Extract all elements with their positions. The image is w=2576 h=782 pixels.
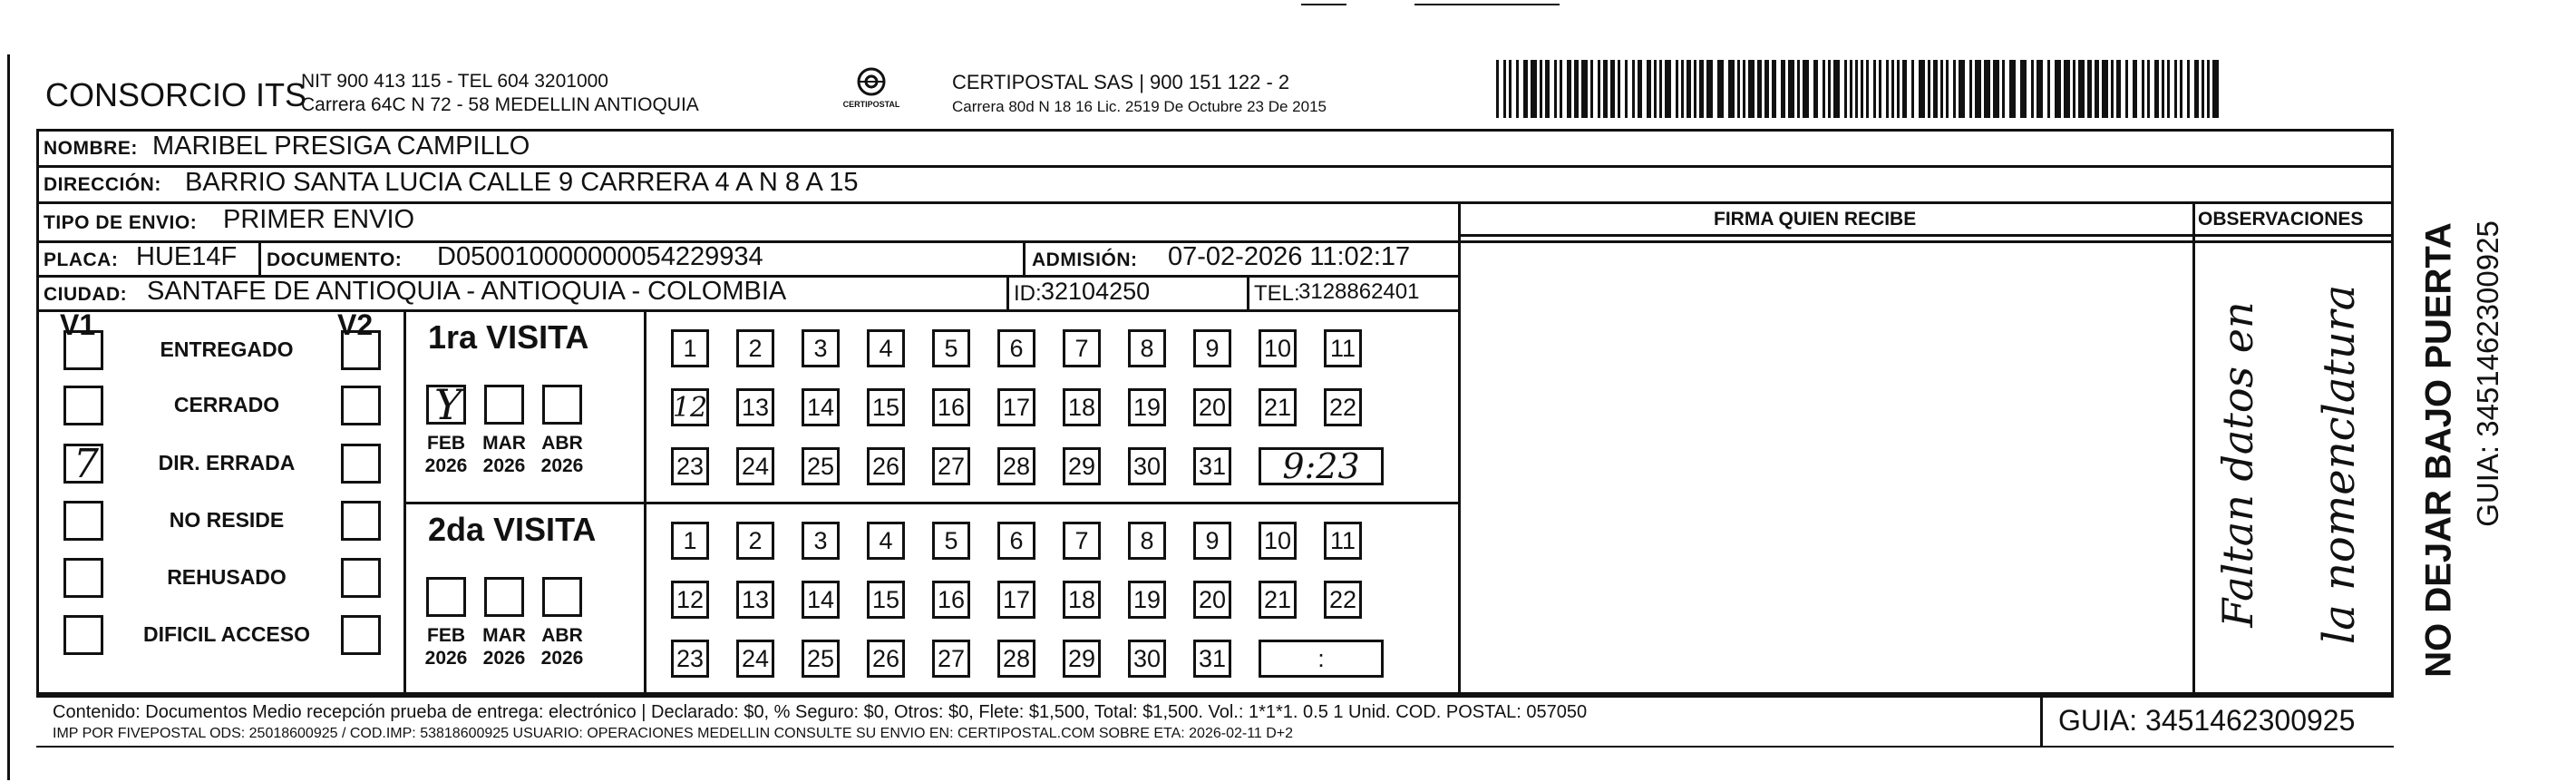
status-label: CERRADO (173, 393, 280, 416)
footer-guia: GUIA: 3451462300925 (2058, 704, 2356, 737)
day-cell[interactable]: 17 (997, 581, 1035, 619)
nombre-value: MARIBEL PRESIGA CAMPILLO (152, 132, 530, 161)
observaciones-handwritten-line1: Faltan datos en (2213, 301, 2262, 628)
day-cell[interactable]: 15 (867, 581, 905, 619)
day-cell[interactable]: 27 (932, 447, 970, 485)
footer-imp: IMP POR FIVEPOSTAL ODS: 25018600925 / COD.IMP: 53818600925 USUARIO: OPERACIONES MEDELLIN CONSULTE SU ENVIO EN: CERTIPOSTAL.COM SOBRE ETA: 2026-02-11 D+2 (53, 726, 1294, 741)
day-cell[interactable]: 21 (1259, 388, 1297, 426)
day-cell[interactable]: 26 (867, 640, 905, 678)
day-cell[interactable]: 27 (932, 640, 970, 678)
day-cell[interactable]: 20 (1193, 388, 1231, 426)
month-year: 2026 (424, 455, 468, 476)
day-cell[interactable]: 10 (1259, 329, 1297, 367)
day-cell[interactable]: 29 (1063, 447, 1101, 485)
day-cell[interactable]: 3 (802, 522, 840, 560)
documento-value: D050010000000054229934 (437, 242, 763, 271)
day-cell[interactable]: 13 (736, 581, 774, 619)
day-cell[interactable]: 4 (867, 329, 905, 367)
day-cell[interactable]: 14 (802, 388, 840, 426)
month-checkbox-mar[interactable] (484, 385, 524, 425)
company-info-line1: NIT 900 413 115 - TEL 604 3201000 (301, 71, 608, 92)
day-cell[interactable]: 5 (932, 522, 970, 560)
day-cell[interactable]: 7 (1063, 522, 1101, 560)
day-cell[interactable]: 11 (1324, 329, 1362, 367)
month-checkbox-abr[interactable] (542, 577, 582, 617)
day-cell[interactable]: 26 (867, 447, 905, 485)
v1-checkbox[interactable]: 7 (63, 444, 103, 484)
certipostal-logo (839, 64, 904, 118)
v1-label: V1 (60, 308, 96, 341)
v2-checkbox[interactable] (341, 386, 381, 425)
day-cell[interactable]: 4 (867, 522, 905, 560)
day-cell[interactable]: 30 (1128, 640, 1166, 678)
observaciones-handwritten-line2: la nomenclatura (2314, 284, 2365, 645)
day-cell[interactable]: 29 (1063, 640, 1101, 678)
no-dejar-bajo-puerta: NO DEJAR BAJO PUERTA (2418, 222, 2459, 678)
tel-value: 3128862401 (1298, 279, 1420, 304)
visit-title: 2da VISITA (428, 511, 597, 548)
day-cell[interactable]: 10 (1259, 522, 1297, 560)
footer-contenido: Contenido: Documentos Medio recepción prueba de entrega: electrónico | Declarado: $0, % Seguro: $0, Otros: $0, Flete: $1,500, Total: $1,500. Vol.: 1*1*1. 0.5 1 Unid. COD. POSTAL: 057050 (53, 702, 1588, 722)
direccion-value: BARRIO SANTA LUCIA CALLE 9 CARRERA 4 A N 8 A 15 (185, 168, 859, 197)
day-cell[interactable]: 1 (671, 329, 709, 367)
v1-checkbox[interactable] (63, 615, 103, 655)
carrier-line2: Carrera 80d N 18 16 Lic. 2519 De Octubre 23 De 2015 (952, 98, 1327, 115)
day-cell[interactable]: 21 (1259, 581, 1297, 619)
month-year: 2026 (540, 648, 584, 669)
barcode (1496, 60, 2221, 118)
status-label: ENTREGADO (160, 337, 294, 361)
day-cell[interactable]: 19 (1128, 388, 1166, 426)
month-checkbox-abr[interactable] (542, 385, 582, 425)
v2-checkbox[interactable] (341, 501, 381, 541)
day-cell[interactable]: 3 (802, 329, 840, 367)
v2-checkbox[interactable] (341, 558, 381, 598)
day-cell[interactable]: 17 (997, 388, 1035, 426)
day-cell[interactable]: 1 (671, 522, 709, 560)
v1-checkbox[interactable] (63, 501, 103, 541)
day-cell[interactable]: 25 (802, 447, 840, 485)
v1-checkbox[interactable] (63, 558, 103, 598)
month-label: FEB (427, 433, 465, 454)
day-cell[interactable]: 18 (1063, 581, 1101, 619)
v2-checkbox[interactable] (341, 330, 381, 370)
day-cell[interactable]: 20 (1193, 581, 1231, 619)
day-cell[interactable]: 23 (671, 640, 709, 678)
ciudad-value: SANTAFE DE ANTIOQUIA - ANTIOQUIA - COLOMBIA (147, 277, 787, 306)
month-label: MAR (482, 625, 526, 646)
time-field[interactable]: : (1259, 640, 1384, 678)
day-cell[interactable]: 15 (867, 388, 905, 426)
month-label: ABR (541, 433, 583, 454)
month-checkbox-feb[interactable]: Y (426, 385, 466, 425)
id-label: ID: (1014, 281, 1042, 306)
id-value: 32104250 (1041, 278, 1151, 305)
placa-label: PLACA: (44, 249, 119, 270)
ciudad-label: CIUDAD: (44, 284, 128, 305)
day-cell[interactable]: 2 (736, 329, 774, 367)
month-year: 2026 (482, 648, 526, 669)
day-cell[interactable]: 6 (997, 522, 1035, 560)
day-cell[interactable]: 14 (802, 581, 840, 619)
observaciones-label: OBSERVACIONES (2198, 209, 2364, 230)
v2-checkbox[interactable] (341, 444, 381, 484)
day-cell[interactable]: 9 (1193, 329, 1231, 367)
month-checkbox-feb[interactable] (426, 577, 466, 617)
day-cell[interactable]: 31 (1193, 640, 1231, 678)
day-cell[interactable]: 28 (997, 447, 1035, 485)
logo-text: CERTIPOSTAL (842, 100, 900, 109)
day-cell[interactable]: 22 (1324, 388, 1362, 426)
carrier-line1: CERTIPOSTAL SAS | 900 151 122 - 2 (952, 71, 1290, 93)
status-label: DIR. ERRADA (158, 451, 296, 474)
firma-label: FIRMA QUIEN RECIBE (1714, 209, 1917, 230)
nombre-label: NOMBRE: (44, 138, 138, 159)
day-cell[interactable]: 28 (997, 640, 1035, 678)
time-field[interactable]: 9:23 (1259, 447, 1384, 485)
day-cell[interactable]: 19 (1128, 581, 1166, 619)
company-name: CONSORCIO ITS (45, 76, 307, 113)
v1-checkbox[interactable] (63, 386, 103, 425)
tel-label: TEL: (1254, 281, 1300, 306)
day-cell[interactable]: 5 (932, 329, 970, 367)
month-label: MAR (482, 433, 526, 454)
admision-label: ADMISIÓN: (1032, 249, 1138, 270)
tipo-envio-value: PRIMER ENVIO (223, 205, 415, 234)
v1-checkbox[interactable] (63, 330, 103, 370)
day-cell[interactable]: 7 (1063, 329, 1101, 367)
day-cell[interactable]: 8 (1128, 329, 1166, 367)
status-label: REHUSADO (167, 565, 287, 589)
day-cell[interactable]: 9 (1193, 522, 1231, 560)
tipo-envio-label: TIPO DE ENVIO: (44, 212, 198, 233)
day-cell[interactable]: 6 (997, 329, 1035, 367)
day-cell[interactable]: 22 (1324, 581, 1362, 619)
day-cell[interactable]: 24 (736, 640, 774, 678)
month-year: 2026 (482, 455, 526, 476)
side-guia: GUIA: 3451462300925 (2471, 220, 2504, 527)
day-cell[interactable]: 25 (802, 640, 840, 678)
day-cell[interactable]: 16 (932, 388, 970, 426)
month-label: ABR (541, 625, 583, 646)
v2-label: V2 (337, 308, 374, 341)
day-cell[interactable]: 11 (1324, 522, 1362, 560)
day-cell[interactable]: 12 (671, 388, 709, 426)
direccion-label: DIRECCIÓN: (44, 174, 161, 195)
firma-area[interactable] (1462, 238, 2191, 693)
status-label: NO RESIDE (169, 508, 285, 532)
day-cell[interactable]: 30 (1128, 447, 1166, 485)
day-cell[interactable]: 31 (1193, 447, 1231, 485)
visit-title: 1ra VISITA (428, 318, 589, 356)
day-cell[interactable]: 16 (932, 581, 970, 619)
day-cell[interactable]: 18 (1063, 388, 1101, 426)
day-cell[interactable]: 12 (671, 581, 709, 619)
day-cell[interactable]: 23 (671, 447, 709, 485)
month-year: 2026 (424, 648, 468, 669)
day-cell[interactable]: 13 (736, 388, 774, 426)
month-label: FEB (427, 625, 465, 646)
status-label: DIFICIL ACCESO (142, 622, 310, 646)
day-cell[interactable]: 8 (1128, 522, 1166, 560)
documento-label: DOCUMENTO: (267, 249, 403, 270)
day-cell[interactable]: 2 (736, 522, 774, 560)
v2-checkbox[interactable] (341, 615, 381, 655)
day-cell[interactable]: 24 (736, 447, 774, 485)
placa-value: HUE14F (136, 242, 238, 271)
admision-value: 07-02-2026 11:02:17 (1168, 242, 1411, 271)
company-info-line2: Carrera 64C N 72 - 58 MEDELLIN ANTIOQUIA (301, 94, 699, 115)
month-year: 2026 (540, 455, 584, 476)
month-checkbox-mar[interactable] (484, 577, 524, 617)
